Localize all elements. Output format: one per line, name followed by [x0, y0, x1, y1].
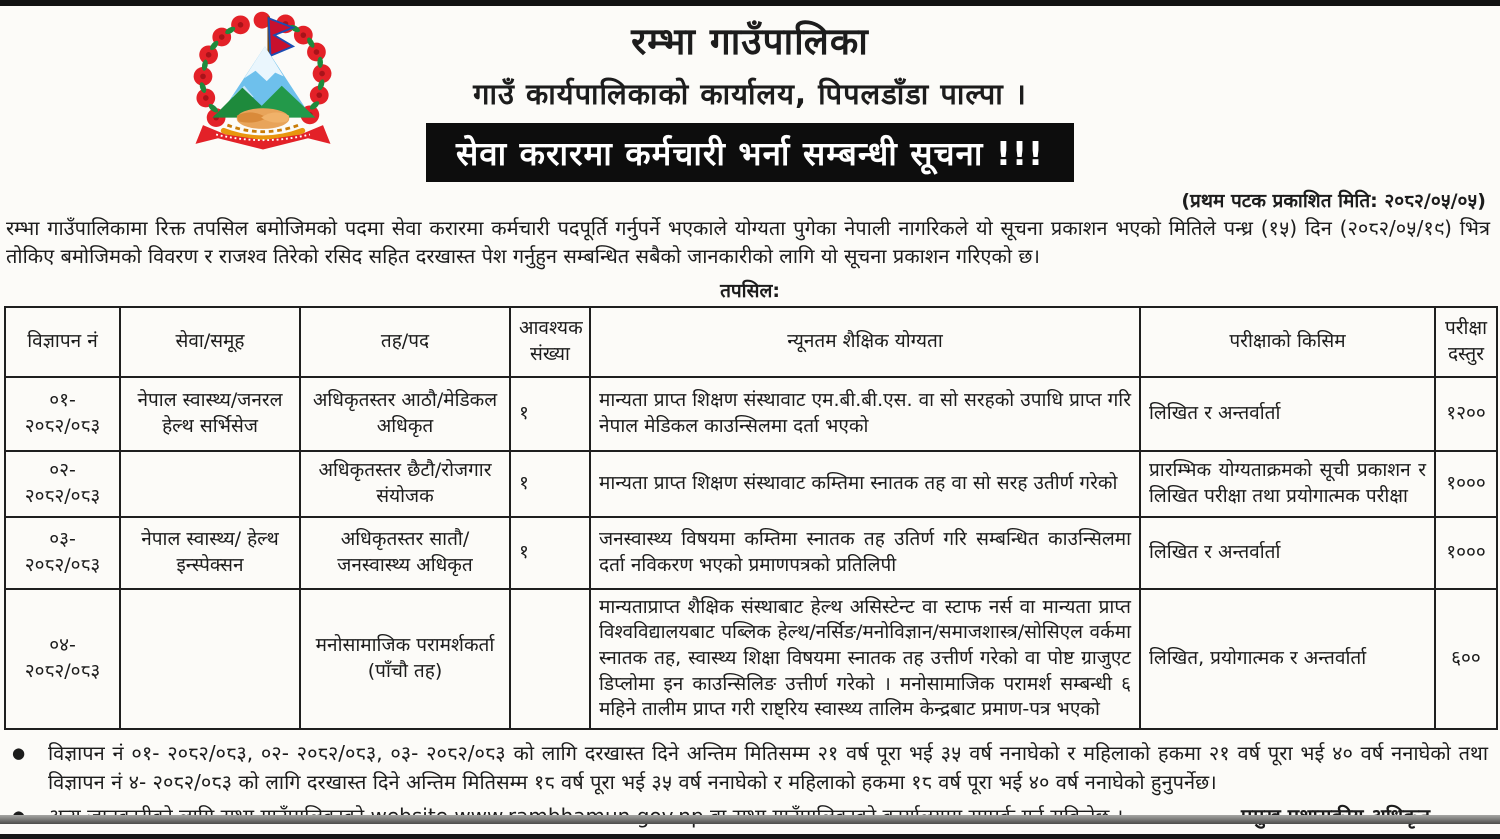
bullet-icon: ●: [12, 743, 26, 762]
col-header-exam-type: परीक्षाको किसिम: [1140, 307, 1435, 377]
col-header-fee: परीक्षा दस्तुर: [1435, 307, 1497, 377]
bottom-border-rule: [0, 834, 1500, 839]
table-row: [5, 517, 1497, 589]
cell-fee: १०००: [1435, 451, 1497, 517]
cell-exam-type: लिखित र अन्तर्वार्ता: [1140, 517, 1435, 589]
table-row: [5, 451, 1497, 517]
cell-required-count: १: [510, 517, 590, 589]
col-header-required-count: आवश्यक संख्या: [510, 307, 590, 377]
cell-level-post: अधिकृतस्तर छैटौ/रोजगार संयोजक: [300, 451, 510, 517]
col-header-qualification: न्यूनतम शैक्षिक योग्यता: [590, 307, 1140, 377]
cell-level-post: मनोसामाजिक परामर्शकर्ता (पाँचौ तह): [300, 589, 510, 729]
cell-required-count: १: [510, 377, 590, 451]
cell-service-group: नेपाल स्वास्थ्य/ हेल्थ इन्स्पेक्सन: [120, 517, 300, 589]
cell-level-post: अधिकृतस्तर सातौ/जनस्वास्थ्य अधिकृत: [300, 517, 510, 589]
col-header-ad-no: विज्ञापन नं: [5, 307, 120, 377]
cell-exam-type: लिखित र अन्तर्वार्ता: [1140, 377, 1435, 451]
municipality-name: रम्भा गाउँपालिका: [631, 20, 869, 63]
intro-paragraph: रम्भा गाउँपालिकामा रिक्त तपसिल बमोजिमको पदमा सेवा करारमा कर्मचारी पदपूर्ति गर्नुपर्ने भएकाले योग्यता पुगेका नेपाली नागरिकले यो सूचना प्रकाशन भएको मितिले पन्ध्र (१५) दिन (२०८२/०५/१९) भित्र तोकिए बमोजिमको विवरण र राजश्व तिरेको रसिद सहित दरखास्त पेश गर्नुहुन सम्बन्धित सबैको जानकारीको लागि यो सूचना प्रकाशन गरिएको छ।: [6, 216, 1490, 269]
scan-edge-band: [0, 815, 1500, 824]
handshake-icon: [237, 108, 290, 129]
cell-fee: ६००: [1435, 589, 1497, 729]
cell-exam-type: लिखित, प्रयोगात्मक र अन्तर्वार्ता: [1140, 589, 1435, 729]
notice-header: [0, 0, 1500, 182]
cell-required-count: १: [510, 451, 590, 517]
table-caption: तपसिल:: [720, 279, 780, 302]
cell-fee: १२००: [1435, 377, 1497, 451]
cell-service-group: नेपाल स्वास्थ्य/जनरल हेल्थ सर्भिसेज: [120, 377, 300, 451]
cell-qualification: जनस्वास्थ्य विषयमा कम्तिमा स्नातक तह उतिर्ण गरि सम्बन्धित काउन्सिलमा दर्ता नविकरण भएको प्रमाणपत्रको प्रतिलिपी: [590, 517, 1140, 589]
cell-ad-no: ०४- २०८२/०८३: [5, 589, 120, 729]
office-address-line: गाउँ कार्यपालिकाको कार्यालय, पिपलडाँडा पाल्पा ।: [473, 77, 1027, 111]
cell-ad-no: ०१- २०८२/०८३: [5, 377, 120, 451]
age-limit-note: [12, 739, 1488, 797]
cell-required-count: [510, 589, 590, 729]
cell-exam-type: प्रारम्भिक योग्यताक्रमको सूची प्रकाशन र लिखित परीक्षा तथा प्रयोगात्मक परीक्षा: [1140, 451, 1435, 517]
nepal-emblem-logo: [188, 6, 338, 158]
cell-ad-no: ०२- २०८२/०८३: [5, 451, 120, 517]
cell-qualification: मान्यता प्राप्त शिक्षण संस्थावाट कम्तिमा स्नातक तह वा सो सरह उतीर्ण गरेको: [590, 451, 1140, 517]
col-header-service-group: सेवा/समूह: [120, 307, 300, 377]
cell-service-group: [120, 451, 300, 517]
nepal-emblem-icon: [188, 6, 338, 158]
cell-fee: १०००: [1435, 517, 1497, 589]
vacancy-table: [4, 306, 1498, 730]
age-limit-note-text: विज्ञापन नं ०१- २०८२/०८३, ०२- २०८२/०८३, ०३- २०८२/०८३ को लागि दरखास्त दिने अन्तिम मितिसम्म २१ वर्ष पूरा भई ३५ वर्ष ननाघेको र महिलाको हकमा २१ वर्ष पूरा भई ४० वर्ष ननाघेको तथा विज्ञापन नं ४- २०८२/०८३ को लागि दरखास्त दिने अन्तिम मितिसम्म १८ वर्ष पूरा भई ३५ वर्ष ननाघेको र महिलाको हकमा १८ वर्ष पूरा भई ४० वर्ष ननाघेको हुनुपर्नेछ।: [48, 740, 1488, 794]
cell-level-post: अधिकृतस्तर आठौ/मेडिकल अधिकृत: [300, 377, 510, 451]
table-row: [5, 377, 1497, 451]
cell-service-group: [120, 589, 300, 729]
cell-ad-no: ०३- २०८२/०८३: [5, 517, 120, 589]
table-header-row: [5, 307, 1497, 377]
published-date-line: (प्रथम पटक प्रकाशित मिति: २०८२/०५/०५): [1181, 190, 1486, 212]
col-header-level-post: तह/पद: [300, 307, 510, 377]
cell-qualification: मान्यताप्राप्त शैक्षिक संस्थाबाट हेल्थ असिस्टेन्ट वा स्टाफ नर्स वा मान्यता प्राप्त विश्वविद्यालयबाट पब्लिक हेल्थ/नर्सिङ/मनोविज्ञान/समाजशास्त्र/सोसिएल वर्कमा स्नातक तह, स्वास्थ्य शिक्षा विषयमा स्नातक तह उत्तीर्ण गरेको वा पोष्ट ग्राजुएट डिप्लोमा इन काउन्सिलिङ उत्तीर्ण गरेको । मनोसामाजिक परामर्श सम्बन्धी ६ महिने तालीम प्राप्त गरी राष्ट्रिय स्वास्थ्य तालिम केन्द्रबाट प्रमाण-पत्र भएको: [590, 589, 1140, 729]
notice-title-banner: सेवा करारमा कर्मचारी भर्ना सम्बन्धी सूचना !!!: [426, 123, 1074, 182]
cell-qualification: मान्यता प्राप्त शिक्षण संस्थावाट एम.बी.बी.एस. वा सो सरहको उपाधि प्राप्त गरि नेपाल मेडिकल काउन्सिलमा दर्ता भएको: [590, 377, 1140, 451]
table-row: [5, 589, 1497, 729]
